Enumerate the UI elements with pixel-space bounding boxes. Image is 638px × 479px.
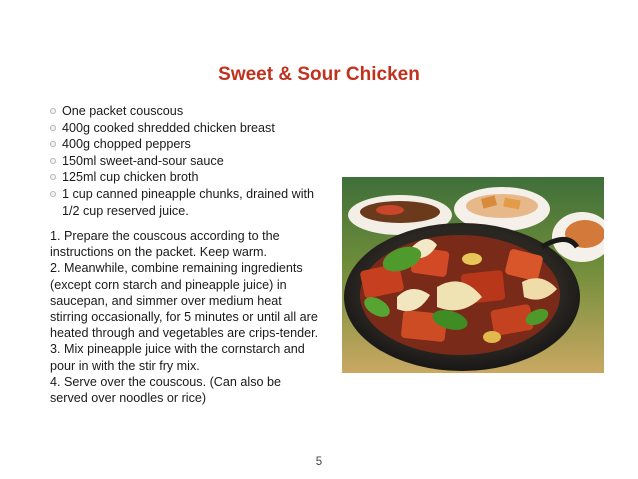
ingredient-list: [50, 103, 320, 219]
food-photo: [342, 177, 604, 373]
ingredient-text: 400g cooked shredded chicken breast: [62, 120, 275, 135]
bullet-icon: [50, 158, 56, 164]
ingredient-item: [50, 186, 320, 219]
instruction-step: 3. Mix pineapple juice with the cornstarch and pour in with the stir fry mix.: [50, 342, 305, 373]
bullet-icon: [50, 141, 56, 147]
bullet-icon: [50, 108, 56, 114]
instruction-step: 2. Meanwhile, combine remaining ingredients (except corn starch and pineapple juice) in saucepan, and simmer over medium heat stirring occasionally, for 5 minutes or until all are heated through and vegetables are crips-tender.: [50, 261, 319, 341]
ingredient-text: 1 cup canned pineapple chunks, drained with 1/2 cup reserved juice.: [62, 186, 315, 218]
instructions: [50, 228, 320, 406]
ingredient-item: [50, 103, 320, 120]
ingredient-item: [50, 136, 320, 153]
ingredient-item: [50, 153, 320, 170]
instruction-step: 4. Serve over the couscous. (Can also be served over noodles or rice): [50, 374, 282, 406]
ingredient-text: 400g chopped peppers: [62, 137, 191, 152]
ingredient-text: One packet couscous: [62, 104, 184, 118]
bullet-icon: [50, 191, 56, 197]
bullet-icon: [50, 125, 56, 131]
instruction-step: 1. Prepare the couscous according to the instructions on the packet. Keep warm.: [50, 229, 280, 260]
ingredient-text: 125ml cup chicken broth: [62, 170, 199, 185]
ingredient-text: 150ml sweet-and-sour sauce: [62, 153, 224, 168]
page-number: 5: [315, 456, 323, 468]
ingredient-item: [50, 120, 320, 137]
recipe-title: Sweet & Sour Chicken: [218, 64, 420, 85]
bullet-icon: [50, 174, 56, 180]
ingredient-item: [50, 169, 320, 186]
